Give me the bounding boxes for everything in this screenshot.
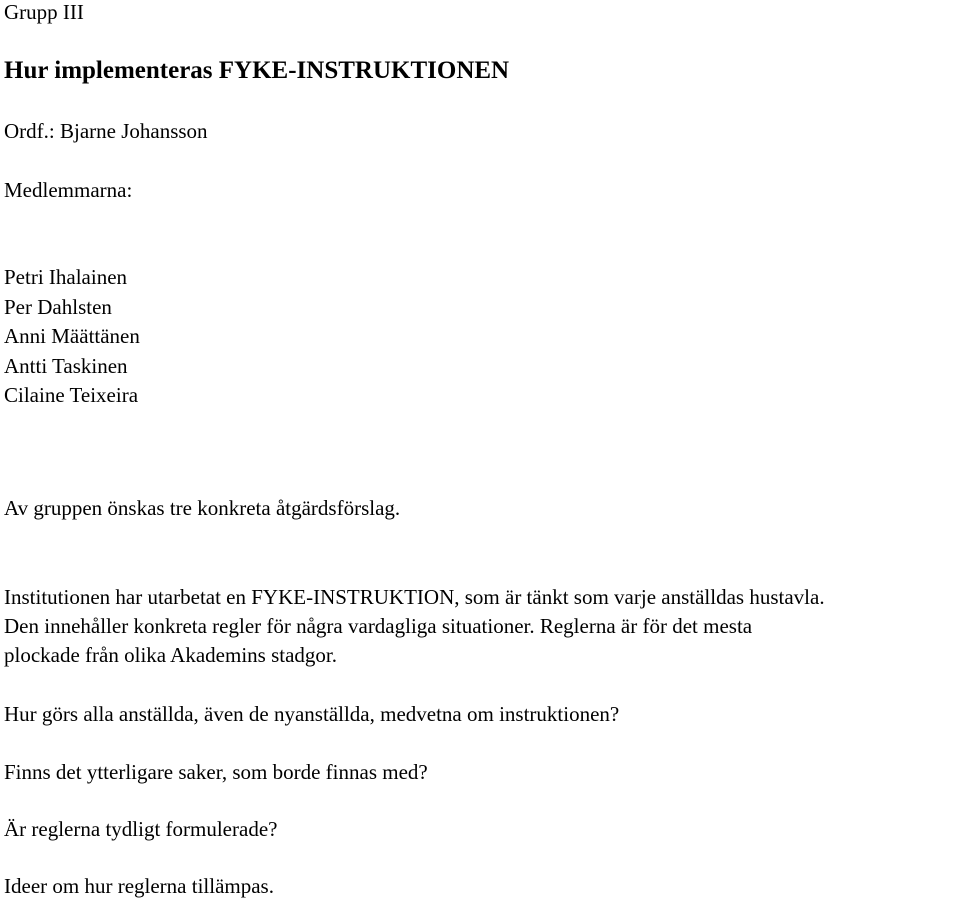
member-item: Per Dahlsten	[4, 294, 112, 319]
question-item: Är reglerna tydligt formulerade?	[4, 817, 278, 841]
question-item: Ideer om hur reglerna tillämpas.	[4, 874, 274, 898]
member-item: Petri Ihalainen	[4, 265, 128, 289]
paragraph-line: plockade från olika Akademins stadgor.	[4, 643, 337, 667]
group-label: Grupp III	[4, 0, 84, 24]
description-paragraph	[4, 583, 960, 670]
paragraph-line: Den innehåller konkreta regler för några vardagliga situationer. Reglerna är för det mesta	[4, 614, 753, 638]
page-title: Hur implementeras FYKE-INSTRUKTIONEN	[4, 57, 510, 84]
question-item: Finns det ytterligare saker, som borde finnas med?	[4, 760, 428, 784]
member-list	[4, 263, 140, 411]
member-item: Antti Taskinen	[4, 353, 128, 378]
member-item: Anni Määttänen	[4, 324, 140, 348]
members-label: Medlemmarna:	[4, 178, 133, 202]
chair-line: Ordf.: Bjarne Johansson	[4, 119, 208, 143]
member-item: Cilaine Teixeira	[4, 383, 139, 407]
paragraph-line: Institutionen har utarbetat en FYKE-INSTRUKTION, som är tänkt som varje anställdas hustavla.	[4, 585, 825, 609]
question-item: Hur görs alla anställda, även de nyanställda, medvetna om instruktionen?	[4, 702, 620, 726]
request-text: Av gruppen önskas tre konkreta åtgärdsförslag.	[4, 496, 401, 520]
